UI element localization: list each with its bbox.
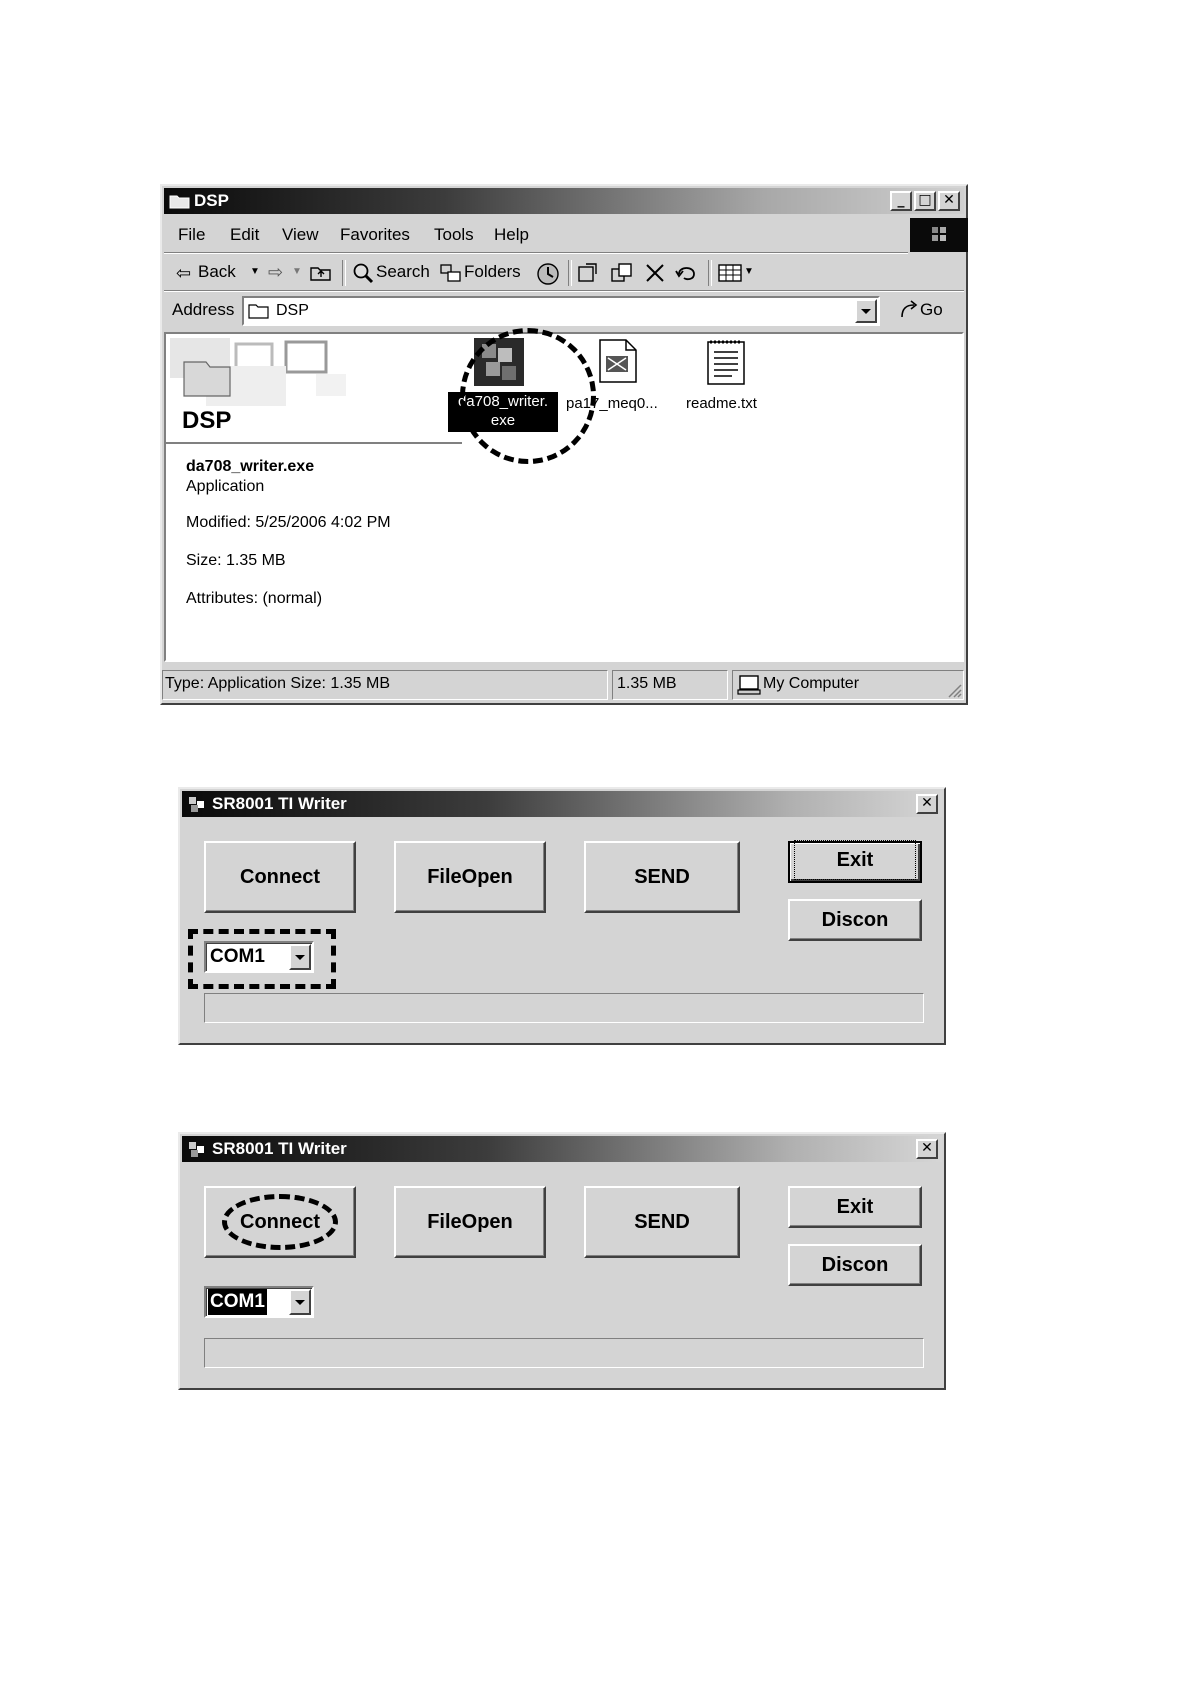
app-icon [187, 1140, 209, 1158]
writer-window-2 [178, 1132, 946, 1390]
details-type: Application [186, 478, 265, 495]
folders-icon[interactable] [440, 263, 462, 283]
exit-button[interactable] [788, 841, 922, 883]
address-label: Address [172, 300, 235, 319]
folder-icon [248, 302, 270, 320]
exit-label: Exit [797, 843, 914, 877]
banner-divider [166, 442, 462, 444]
port-value: COM1 [210, 946, 265, 967]
explorer-window [160, 184, 968, 705]
status-bar-left [162, 670, 608, 700]
go-button[interactable]: Go [920, 300, 943, 319]
delete-icon[interactable] [644, 262, 666, 284]
discon-button[interactable]: Discon [788, 1244, 922, 1286]
status-text: Type: Application Size: 1.35 MB [165, 675, 391, 692]
close-button[interactable]: ✕ [916, 794, 938, 814]
explorer-title: DSP [194, 191, 229, 210]
text-document-icon [706, 338, 746, 386]
menu-help[interactable]: Help [494, 225, 529, 244]
details-modified: Modified: 5/25/2006 4:02 PM [186, 514, 391, 531]
chevron-down-icon[interactable]: ▼ [744, 266, 754, 277]
file-name-line1: da708_writer. [457, 393, 549, 410]
explorer-title-bar[interactable] [164, 188, 964, 214]
chevron-down-icon[interactable]: ▼ [250, 266, 260, 277]
port-select[interactable] [204, 1286, 314, 1318]
computer-icon [737, 674, 761, 696]
highlight-rectangle [188, 929, 336, 989]
up-folder-icon[interactable] [310, 264, 332, 282]
fileopen-button[interactable]: FileOpen [394, 1186, 546, 1258]
status-bar-size [612, 670, 728, 700]
back-arrow-icon[interactable]: ⇦ [176, 263, 192, 283]
file-name: readme.txt [686, 395, 757, 412]
forward-arrow-icon[interactable]: ⇨ [268, 262, 284, 282]
toolbar-divider [164, 290, 964, 292]
highlight-circle [460, 328, 596, 464]
fileopen-button[interactable]: FileOpen [394, 841, 546, 913]
connect-button[interactable]: Connect [204, 841, 356, 913]
address-value: DSP [276, 302, 309, 319]
folder-banner-title: DSP [182, 407, 232, 434]
chevron-down-icon[interactable]: ▼ [292, 266, 302, 277]
status-bar-zone [732, 670, 964, 700]
discon-button[interactable]: Discon [788, 899, 922, 941]
menu-bar [164, 220, 964, 250]
file-name: pa17_meq0... [566, 395, 658, 412]
writer-window-1 [178, 787, 946, 1045]
folders-button[interactable]: Folders [464, 262, 521, 281]
search-button[interactable]: Search [376, 262, 430, 281]
minimize-button[interactable]: _ [890, 191, 912, 211]
address-dropdown-button[interactable] [855, 299, 877, 323]
maximize-button[interactable]: □ [914, 191, 936, 211]
writer-title: SR8001 TI Writer [212, 794, 347, 813]
port-dropdown-button[interactable] [289, 1289, 311, 1315]
menu-file[interactable]: File [178, 225, 206, 244]
details-size: Size: 1.35 MB [186, 552, 286, 569]
move-to-icon[interactable] [576, 261, 600, 285]
copy-to-icon[interactable] [610, 261, 634, 285]
send-button[interactable]: SEND [584, 1186, 740, 1258]
back-button[interactable]: Back [198, 262, 236, 281]
toolbar-separator [342, 260, 346, 286]
details-filename: da708_writer.exe [186, 458, 315, 475]
connect-button[interactable]: Connect [204, 1186, 356, 1258]
writer-title: SR8001 TI Writer [212, 1139, 347, 1158]
file-name-line2: exe [490, 412, 516, 429]
go-arrow-icon[interactable] [898, 299, 920, 321]
close-button[interactable]: ✕ [916, 1139, 938, 1159]
toolbar [164, 254, 964, 290]
menu-view[interactable]: View [282, 225, 319, 244]
details-attributes: Attributes: (normal) [186, 590, 323, 607]
port-value-selected: COM1 [208, 1289, 267, 1315]
undo-icon[interactable] [674, 262, 698, 284]
close-button[interactable]: ✕ [938, 191, 960, 211]
folder-icon [169, 192, 191, 210]
history-icon[interactable] [536, 262, 560, 286]
writer-title-bar[interactable] [182, 1136, 942, 1162]
data-file-icon [598, 338, 638, 384]
address-input[interactable] [242, 296, 880, 326]
exit-button[interactable]: Exit [788, 1186, 922, 1228]
views-icon[interactable] [718, 263, 742, 283]
file-item-readme[interactable] [678, 336, 778, 416]
progress-bar [204, 993, 924, 1023]
search-icon[interactable] [352, 262, 374, 284]
status-zone-text: My Computer [763, 675, 860, 692]
send-button[interactable]: SEND [584, 841, 740, 913]
status-size-text: 1.35 MB [617, 675, 677, 692]
app-icon [187, 795, 209, 813]
resize-grip-icon[interactable] [946, 682, 962, 698]
menu-tools[interactable]: Tools [434, 225, 474, 244]
menu-edit[interactable]: Edit [230, 225, 260, 244]
highlight-ellipse [222, 1194, 338, 1250]
toolbar-separator [708, 260, 712, 286]
menu-favorites[interactable]: Favorites [340, 225, 410, 244]
progress-bar [204, 1338, 924, 1368]
windows-logo-icon [910, 218, 968, 252]
toolbar-separator [568, 260, 572, 286]
writer-title-bar[interactable] [182, 791, 942, 817]
